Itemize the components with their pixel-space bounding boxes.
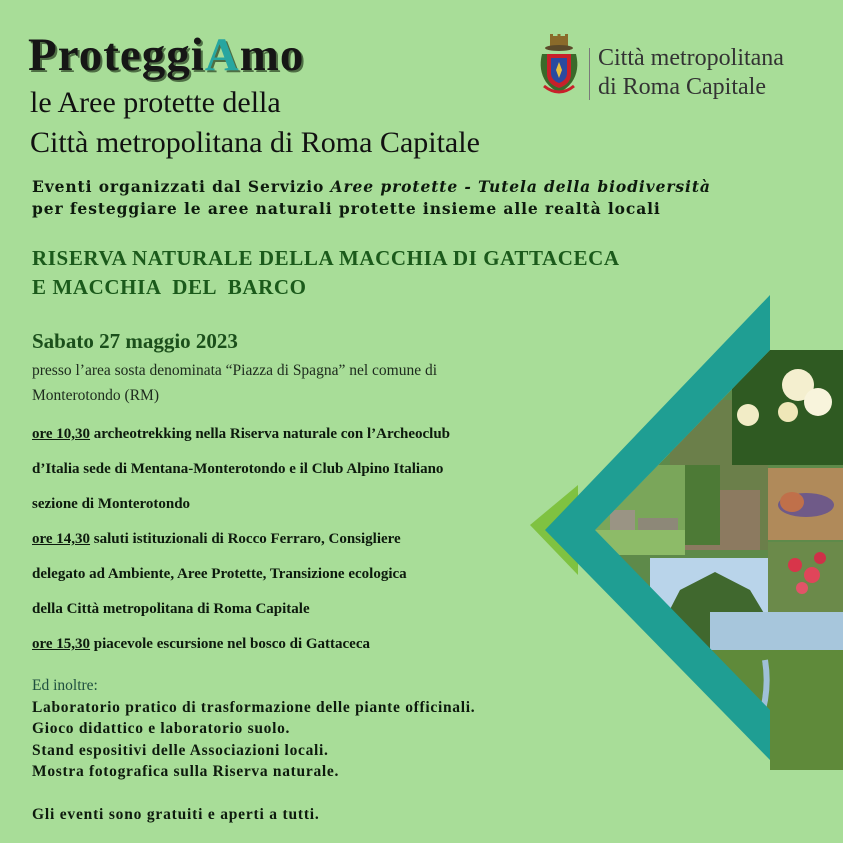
program-text: sezione di Monterotondo — [32, 496, 191, 512]
coat-of-arms-icon — [538, 34, 580, 100]
also-item: Gioco didattico e laboratorio suolo. — [32, 720, 291, 737]
intro-line2: per festeggiare le aree naturali protette insieme alle realtà locali — [32, 199, 661, 218]
also-label: Ed inoltre: — [32, 677, 98, 694]
subtitle-line2: Città metropolitana di Roma Capitale — [30, 126, 480, 159]
program-text: delegato ad Ambiente, Aree Protette, Transizione ecologica — [32, 566, 407, 582]
place-line1: presso l’area sosta denominata “Piazza di Spagna” nel comune di — [32, 362, 438, 379]
event-date: Sabato 27 maggio 2023 — [32, 329, 238, 353]
program-text: piacevole escursione nel bosco di Gattaceca — [90, 636, 371, 652]
logo-line2: di Roma Capitale — [598, 74, 766, 100]
program-time: ore 14,30 — [32, 531, 91, 547]
program-item — [32, 417, 450, 452]
program-text: d’Italia sede di Mentana-Monterotondo e il Club Alpino Italiano — [32, 461, 444, 477]
event-place — [32, 358, 602, 408]
free-note: Gli eventi sono gratuiti e aperti a tutti. — [32, 806, 320, 823]
place-line2: Monterotondo (RM) — [32, 387, 160, 404]
reserve-line1: RISERVA NATURALE DELLA MACCHIA DI GATTACECA — [32, 246, 620, 270]
photo-mosaic — [520, 290, 843, 770]
logo-line1: Città metropolitana — [598, 45, 784, 71]
program-item — [32, 627, 450, 662]
event-title — [28, 28, 304, 82]
program-text: saluti istituzionali di Rocco Ferraro, Consigliere — [90, 531, 401, 547]
intro-text — [32, 176, 711, 220]
program-text: archeotrekking nella Riserva naturale con l’Archeoclub — [90, 426, 451, 442]
title-part2: mo — [239, 29, 305, 81]
also-item: Mostra fotografica sulla Riserva naturale. — [32, 763, 340, 780]
program-list — [32, 417, 450, 662]
subtitle-line1: le Aree protette della — [30, 86, 281, 119]
program-text: della Città metropolitana di Roma Capitale — [32, 601, 310, 617]
reserve-line2: E MACCHIA DEL BARCO — [32, 275, 307, 299]
intro-line1-a: Eventi organizzati dal Servizio — [32, 177, 331, 196]
logo-text — [598, 44, 784, 102]
title-part1: Proteggi — [28, 29, 205, 81]
title-accent: A — [204, 29, 240, 81]
also-section — [32, 675, 475, 783]
logo-divider — [589, 48, 590, 100]
program-time: ore 15,30 — [32, 636, 91, 652]
also-item: Laboratorio pratico di trasformazione delle piante officinali. — [32, 698, 476, 716]
intro-line1-b: Aree protette - Tutela della biodiversità — [330, 177, 711, 196]
also-item: Stand espositivi delle Associazioni locali. — [32, 741, 329, 759]
program-time: ore 10,30 — [32, 426, 91, 442]
program-item — [32, 522, 450, 557]
